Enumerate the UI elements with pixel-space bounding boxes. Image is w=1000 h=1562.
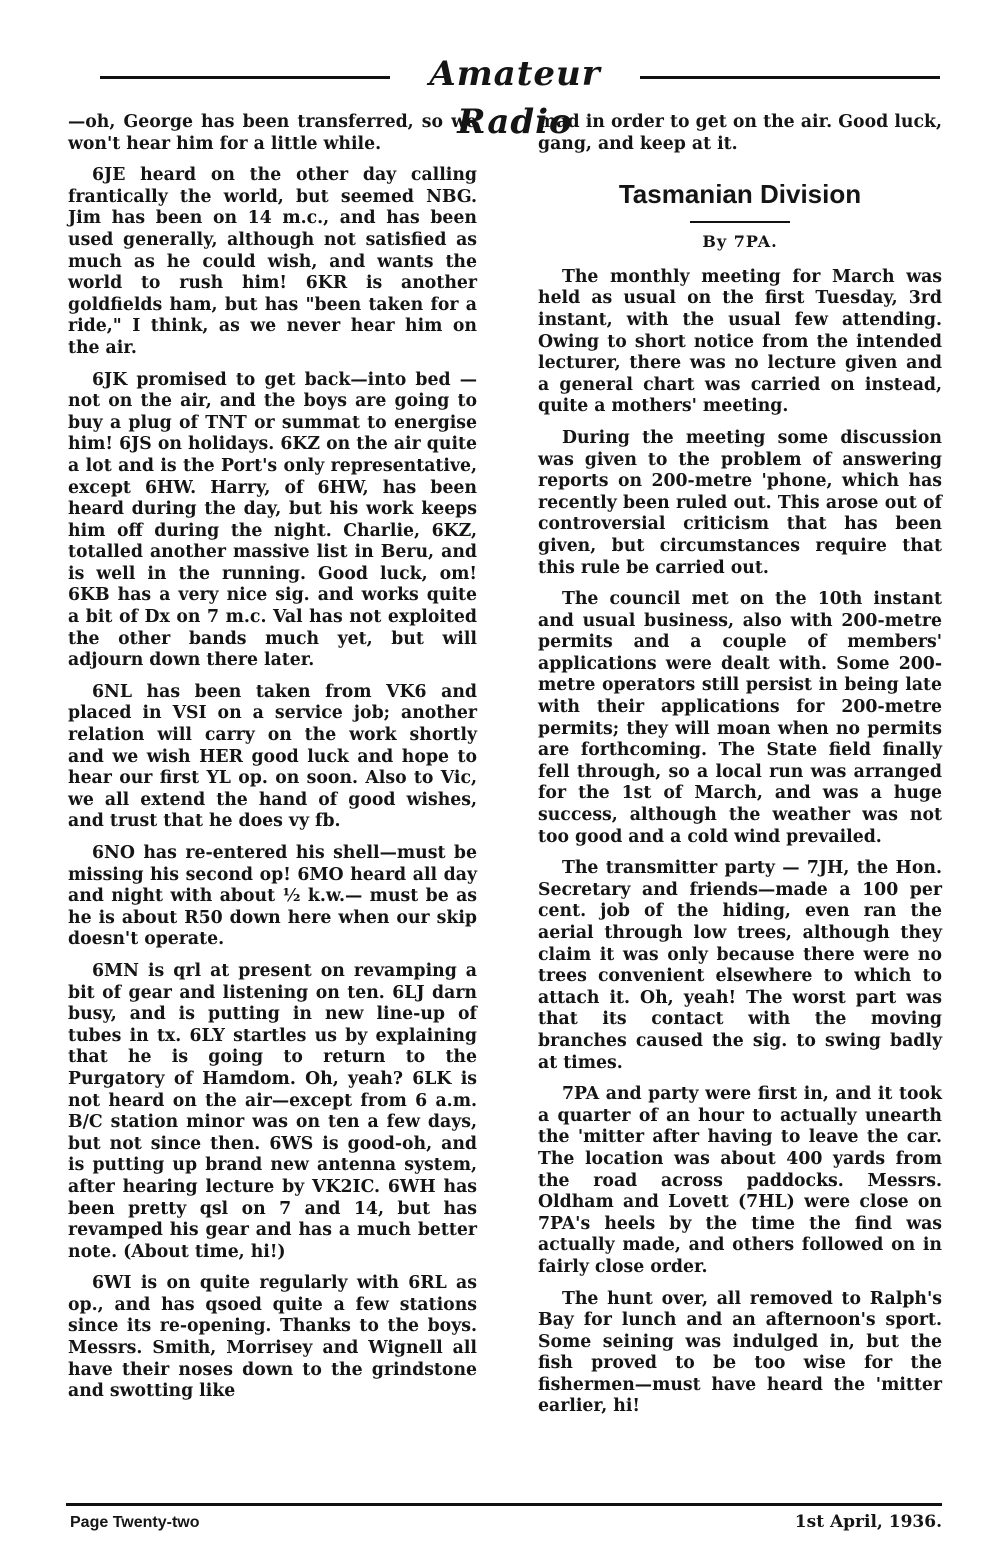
section-heading: Tasmanian Division — [618, 179, 862, 210]
paragraph: The transmitter party — 7JH, the Hon. Secretary and friends—made a 100 per cent. job of the hiding, even ran the aerial through low trees, although they claim it was only because there were no trees convenient elsewhere to which to attach it. Oh, yeah! The worst part was that its contact with the moving branches caused the sig. to swing badly at times. — [538, 858, 942, 1073]
heading-rule — [690, 221, 790, 223]
paragraph: The hunt over, all removed to Ralph's Bay for lunch and an afternoon's sport. Some seining was indulged in, but the fish proved to be too wise for the fishermen—must have heard the 'mitter earlier, hi! — [538, 1288, 942, 1417]
left-column — [68, 112, 477, 1413]
masthead-title: Amateur Radio — [429, 54, 601, 142]
paragraph: 6JK promised to get back—into bed —not on the air, and the boys are going to buy a plug of TNT or summat to energise him! 6JS on holidays. 6KZ on the air quite a lot and is the Port's only representative, except 6HW. Harry, of 6HW, has been heard during the day, but his work keeps him off during the night. Charlie, 6KZ, totalled another massive list in Beru, and is well in the running. Good luck, om! 6KB has a very nice sig. and works quite a bit of Dx on 7 m.c. Val has not exploited the other bands much yet, but will adjourn down there later. — [68, 369, 477, 671]
paragraph: 7PA and party were first in, and it took a quarter of an hour to actually unearth the 'mitter after having to leave the car. The location was about 400 yards from the road across paddocks. Messrs. Oldham and Lovett (7HL) were close on 7PA's heels by the time the find was actually made, and others followed on in fairly close order. — [538, 1084, 942, 1277]
masthead-rule-right — [640, 76, 940, 79]
right-column — [538, 112, 942, 1428]
paragraph: 6JE heard on the other day calling frantically the world, but seemed NBG. Jim has been on 14 m.c., and has been used generally, although not satisfied as much as he could wish, and wants the world to rush him! 6KR is another goldfields ham, but has "been taken for a ride," I think, as we never hear him on the air. — [68, 165, 477, 358]
page-number: Page Twenty-two — [70, 1514, 200, 1531]
paragraph: The monthly meeting for March was held as usual on the first Tuesday, 3rd instant, with the usual few attending. Owing to short notice from the intended lecturer, there was no lecture given and a general chart was carried on instead, quite a mothers' meeting. — [538, 266, 942, 417]
paragraph: 6NO has re-entered his shell—must be missing his second op! 6MO heard all day and night with about ½ k.w.— must be as he is about R50 down here when our skip doesn't operate. — [68, 843, 477, 950]
continuation-paragraph: mad in order to get on the air. Good luck, gang, and keep at it. — [538, 112, 942, 154]
masthead-rule-left — [100, 76, 390, 79]
issue-date: 1st April, 1936. — [794, 1512, 942, 1532]
paragraph: 6MN is qrl at present on revamping a bit of gear and listening on ten. 6LJ darn busy, and is putting in new line-up of tubes in tx. 6LY startles us by explaining that he is going to return to the Purgatory of Hamdom. Oh, yeah? 6LK is not heard on the air—except from 6 a.m. B/C station minor was on ten a few days, but not since then. 6WS is good-oh, and is putting up brand new antenna system, after hearing lecture by VK2IC. 6WH has been pretty qsl on 7 and 14, but has revamped his gear and has a much better note. (About time, hi!) — [68, 960, 477, 1262]
paragraph: —oh, George has been transferred, so we won't hear him for a little while. — [68, 112, 477, 154]
paragraph: During the meeting some discussion was given to the problem of answering reports on 200-metre 'phone, which has recently been ruled out. This arose out of controversial criticism that has been given, but circumstances require that this rule be carried out. — [538, 427, 942, 578]
footer-rule — [66, 1503, 942, 1506]
paragraph: The council met on the 10th instant and usual business, also with 200-metre permits and a couple of members' applications were dealt with. Some 200-metre operators still persist in being late with their applications for 200-metre permits; they will moan when no permits are forthcoming. The State field finally fell through, so a local run was arranged for the 1st of March, and was a huge success, although the weather was not too good and a cold wind prevailed. — [538, 589, 942, 847]
paragraph: 6WI is on quite regularly with 6RL as op., and has qsoed quite a few stations since its re-opening. Thanks to the boys. Messrs. Smith, Morrisey and Wignell all have their noses down to the grindstone and swotting like — [68, 1273, 477, 1402]
paragraph: 6NL has been taken from VK6 and placed in VSI on a service job; another relation will carry on the work shortly and we wish HER good luck and hope to hear our first YL op. on soon. Also to Vic, we all extend the hand of good wishes, and trust that he does vy fb. — [68, 681, 477, 832]
byline: By 7PA. — [702, 232, 778, 252]
